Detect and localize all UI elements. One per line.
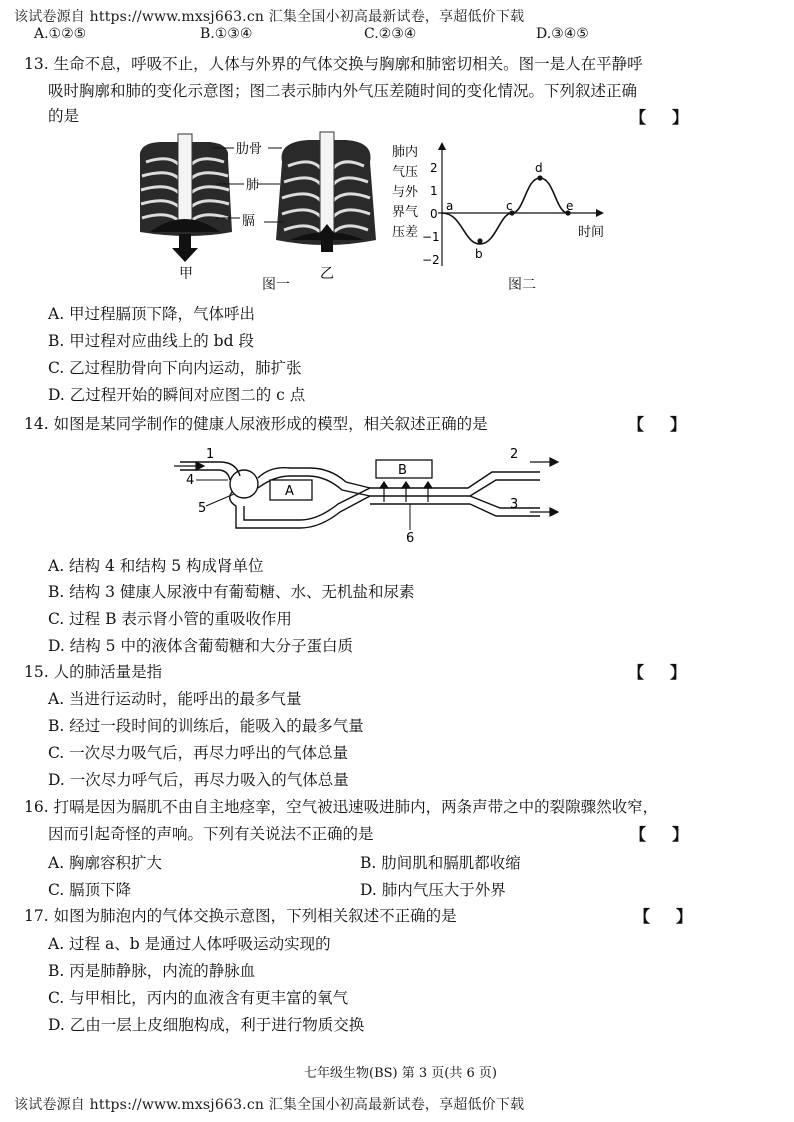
q13-stem-line-1: 13. 生命不息，呼吸不止，人体与外界的气体交换与胸廓和肺密切相关。图一是人在平静呼 — [24, 55, 643, 73]
prev-option-b: B.①③④ — [200, 26, 253, 42]
svg-text:5: 5 — [198, 501, 207, 516]
svg-text:e: e — [566, 199, 574, 213]
q14-nephron-diagram — [170, 440, 570, 546]
tube-outlines — [180, 462, 540, 528]
svg-text:−2: −2 — [422, 253, 440, 267]
q17-option-b: B. 丙是肺静脉，内流的静脉血 — [48, 962, 256, 980]
q17-option-a: A. 过程 a、b 是通过人体呼吸运动实现的 — [48, 935, 331, 953]
q16-option-d: D. 肺内气压大于外界 — [360, 881, 506, 899]
svg-text:d: d — [535, 161, 543, 175]
bottom-banner: 该试卷源自 https://www.mxsj663.cn 汇集全国小初高最新试卷，享超低价下载 — [14, 1097, 525, 1113]
box-b-label: B — [398, 463, 407, 478]
q14-option-a: A. 结构 4 和结构 5 构成肾单位 — [48, 557, 264, 575]
q15-option-d: D. 一次尽力呼气后，再尽力吸入的气体总量 — [48, 771, 349, 789]
label-lung: 肺 — [246, 178, 260, 193]
svg-text:肺内: 肺内 — [392, 145, 419, 160]
prev-option-c: C.②③④ — [364, 26, 417, 42]
y-tick-labels — [422, 161, 440, 267]
q13-option-d: D. 乙过程开始的瞬间对应图二的 c 点 — [48, 386, 306, 404]
svg-text:3: 3 — [510, 497, 519, 512]
svg-text:4: 4 — [186, 473, 195, 488]
svg-text:b: b — [475, 247, 483, 261]
q14-option-b: B. 结构 3 健康人尿液中有葡萄糖、水、无机盐和尿素 — [48, 583, 415, 601]
q15-option-a: A. 当进行运动时，能呼出的最多气量 — [48, 690, 302, 708]
svg-text:−1: −1 — [422, 230, 440, 244]
svg-text:2: 2 — [510, 447, 519, 462]
ribcage-left — [140, 134, 232, 236]
q16-option-b: B. 肋间肌和膈肌都收缩 — [360, 854, 521, 872]
q13-answer-bracket: 【 】 — [630, 108, 689, 127]
svg-text:1: 1 — [206, 447, 215, 462]
label-jia: 甲 — [179, 266, 193, 282]
top-banner: 该试卷源自 https://www.mxsj663.cn 汇集全国小初高最新试卷，享超低价下载 — [14, 9, 525, 25]
figure-2-caption: 图二 — [508, 277, 536, 293]
curve-point-labels — [446, 161, 573, 261]
svg-text:0: 0 — [430, 207, 438, 221]
q15-stem: 15. 人的肺活量是指 — [24, 663, 163, 681]
q16-answer-bracket: 【 】 — [630, 825, 689, 844]
prev-option-d: D.③④⑤ — [536, 26, 589, 42]
q13-option-a: A. 甲过程膈顶下降，气体呼出 — [48, 305, 256, 323]
q16-stem-line-1: 16. 打嗝是因为膈肌不由自主地痉挛，空气被迅速吸进肺内，两条声带之中的裂隙骤然收窄， — [24, 798, 659, 816]
svg-text:a: a — [446, 199, 454, 213]
arrow-down-icon — [172, 234, 198, 262]
x-axis-label: 时间 — [578, 225, 605, 240]
q17-option-d: D. 乙由一层上皮细胞构成，利于进行物质交换 — [48, 1016, 365, 1034]
q13-figure-2 — [392, 140, 622, 270]
q17-answer-bracket: 【 】 — [634, 907, 693, 926]
label-diaphragm: 膈 — [242, 214, 256, 229]
q14-option-d: D. 结构 5 中的液体含葡萄糖和大分子蛋白质 — [48, 637, 353, 655]
q13-option-c: C. 乙过程肋骨向下向内运动，肺扩张 — [48, 359, 302, 377]
q15-answer-bracket: 【 】 — [628, 663, 687, 682]
q14-option-c: C. 过程 B 表示肾小管的重吸收作用 — [48, 610, 292, 628]
svg-text:界气: 界气 — [392, 205, 419, 220]
q14-stem: 14. 如图是某同学制作的健康人尿液形成的模型，相关叙述正确的是 — [24, 415, 488, 433]
page-footer: 七年级生物(BS) 第 3 页(共 6 页) — [304, 1066, 497, 1081]
label-rib: 肋骨 — [236, 142, 263, 157]
svg-text:与外: 与外 — [392, 185, 419, 200]
q16-stem-line-2: 因而引起奇怪的声响。下列有关说法不正确的是 — [48, 825, 374, 843]
q13-stem-line-2: 吸时胸廓和肺的变化示意图；图二表示肺内外气压差随时间的变化情况。下列叙述正确 — [48, 82, 638, 100]
q13-figure-1 — [120, 128, 400, 292]
svg-text:压差: 压差 — [392, 225, 419, 240]
q15-option-b: B. 经过一段时间的训练后，能吸入的最多气量 — [48, 717, 364, 735]
svg-text:6: 6 — [406, 531, 415, 546]
prev-option-a: A.①②⑤ — [34, 26, 87, 42]
q16-option-a: A. 胸廓容积扩大 — [48, 854, 163, 872]
q15-option-c: C. 一次尽力吸气后，再尽力呼出的气体总量 — [48, 744, 349, 762]
pressure-curve — [442, 178, 568, 244]
box-a-label: A — [285, 484, 294, 499]
svg-text:c: c — [506, 199, 513, 213]
svg-text:气压: 气压 — [392, 165, 419, 180]
q13-option-b: B. 甲过程对应曲线上的 bd 段 — [48, 332, 254, 350]
label-yi: 乙 — [320, 266, 334, 282]
figure-1-caption: 图一 — [262, 277, 290, 293]
q16-option-c: C. 膈顶下降 — [48, 881, 132, 899]
q17-stem: 17. 如图为肺泡内的气体交换示意图，下列相关叙述不正确的是 — [24, 907, 457, 925]
svg-text:1: 1 — [430, 184, 438, 198]
svg-text:2: 2 — [430, 161, 438, 175]
figure-2-ylabel — [392, 144, 419, 240]
q13-stem-line-3: 的是 — [48, 107, 80, 125]
q14-answer-bracket: 【 】 — [628, 415, 687, 434]
q17-option-c: C. 与甲相比，丙内的血液含有更丰富的氧气 — [48, 989, 349, 1007]
